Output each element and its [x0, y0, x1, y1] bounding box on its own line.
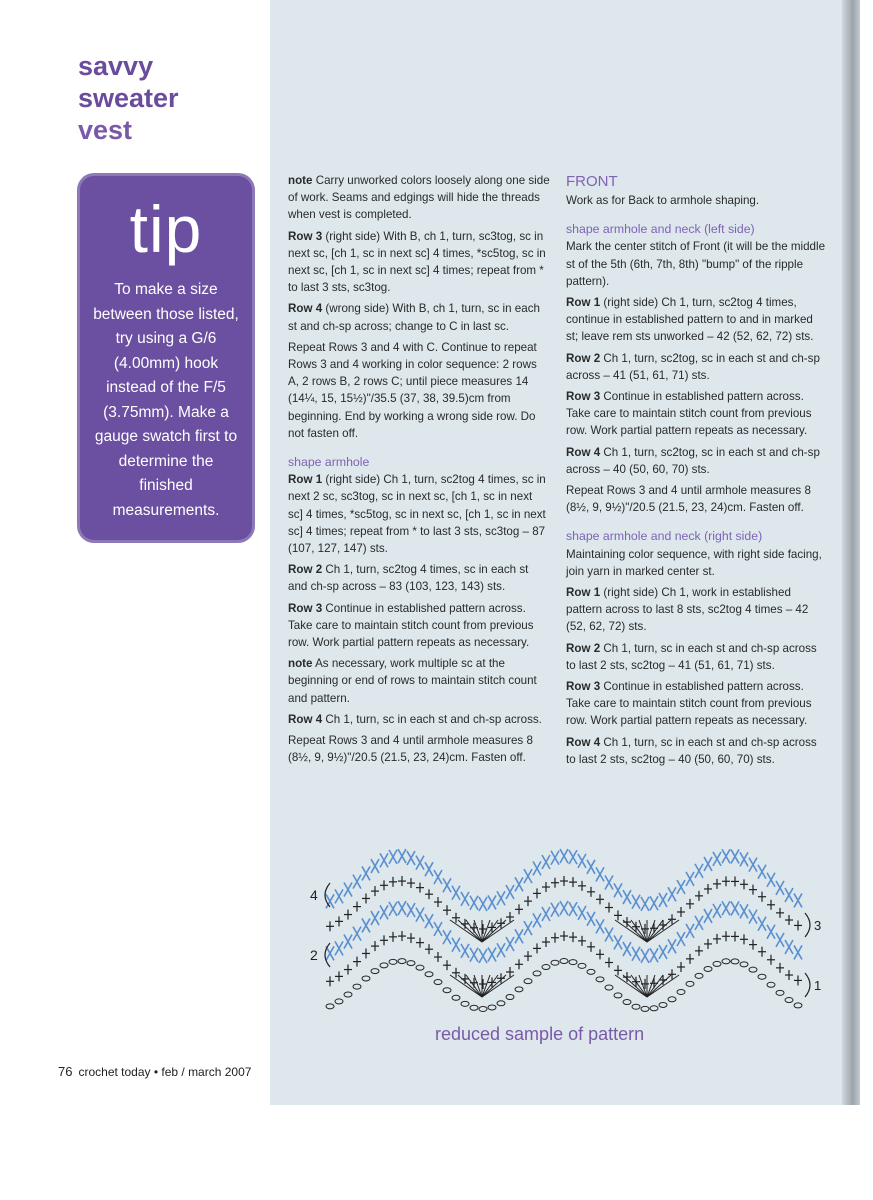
chain-stitch-mark — [704, 966, 712, 971]
chain-stitch-mark — [560, 959, 568, 964]
chain-stitch-mark — [578, 963, 586, 968]
chain-stitch-mark — [533, 971, 541, 976]
row-label-2: 2 — [310, 947, 318, 963]
row-label: Row 4 — [288, 302, 323, 316]
row-text: Ch 1, turn, sc in each st and ch-sp across to last 2 sts, sc2tog – 41 (51, 61, 71) sts. — [566, 641, 817, 672]
column-1 — [288, 172, 550, 771]
chain-stitch-mark — [434, 980, 442, 985]
section-heading-shape-armhole: shape armhole — [288, 455, 370, 470]
chain-stitch-mark — [677, 989, 685, 994]
diagram-caption: reduced sample of pattern — [435, 1024, 645, 1044]
row-text: Continue in established pattern across. Take care to maintain stitch count from previous row. Work partial pattern repeats as necessary. — [566, 390, 812, 438]
note-label: note — [288, 657, 313, 671]
chain-stitch-mark — [605, 985, 613, 990]
row-paragraph — [288, 471, 550, 557]
row-label-4: 4 — [310, 887, 318, 903]
chain-stitch-mark — [344, 992, 352, 997]
row-text: Ch 1, turn, sc2tog, sc in each st and ch-sp across – 40 (50, 60, 70) sts. — [566, 445, 820, 476]
edge-turning-arc — [805, 913, 810, 937]
row-paragraph — [566, 734, 828, 768]
row-label: Row 4 — [566, 445, 601, 459]
chain-stitch-mark — [695, 973, 703, 978]
row-label: Row 3 — [288, 601, 323, 615]
note-paragraph — [288, 172, 550, 224]
tip-text: To make a size between those listed, try using a G/6 (4.00mm) hook instead of the F/5 (3.75mm). Make a gauge swatch first to determine the finished measurements. — [93, 281, 239, 519]
chain-stitch-mark — [686, 981, 694, 986]
row-label: Row 4 — [566, 735, 601, 749]
row-paragraph — [288, 228, 550, 297]
row-paragraph — [288, 300, 550, 334]
row-paragraph — [566, 678, 828, 730]
chain-stitch-mark — [731, 959, 739, 964]
page-spine-shadow — [842, 0, 860, 1105]
row-label: Row 3 — [566, 390, 601, 404]
chain-stitch-mark — [596, 977, 604, 982]
fan-stitch-line — [482, 975, 498, 997]
front-text: Work as for Back to armhole shaping. — [566, 194, 760, 207]
note-text: Carry unworked colors loosely along one side of work. Seams and edgings will hide the threads when vest is completed. — [288, 174, 550, 222]
footer-publication: crochet today • feb / march 2007 — [78, 1065, 252, 1079]
title-line-1: savvy — [78, 51, 154, 81]
chain-stitch-mark — [326, 1004, 334, 1009]
row-paragraph — [566, 350, 828, 384]
chain-stitch-mark — [452, 995, 460, 1000]
row-label: Row 1 — [288, 473, 323, 487]
chain-stitch-mark — [425, 972, 433, 977]
chain-stitch-mark — [479, 1006, 487, 1011]
tip-heading: tip — [129, 192, 203, 266]
chain-stitch-mark — [668, 997, 676, 1002]
row-label: Row 1 — [566, 296, 601, 310]
repeat-paragraph: Repeat Rows 3 and 4 until armhole measures 8 (8½, 9, 9½)"/20.5 (21.5, 23, 24)cm. Fasten off. — [566, 484, 811, 515]
chain-stitch-mark — [353, 984, 361, 989]
row-text: (wrong side) With B, ch 1, turn, sc in each st and ch-sp across; change to C in last sc. — [288, 302, 540, 333]
section-heading-left-side: shape armhole and neck (left side) — [566, 222, 755, 237]
chain-stitch-mark — [497, 1001, 505, 1006]
bottom-margin — [0, 1105, 873, 1200]
chain-stitch-mark — [461, 1001, 469, 1006]
row-label-3: 3 — [814, 918, 822, 933]
page-number: 76 — [58, 1064, 73, 1079]
note-paragraph — [288, 655, 550, 707]
fan-stitch-line — [647, 975, 663, 997]
chain-stitch-mark — [488, 1005, 496, 1010]
chain-stitch-mark — [722, 959, 730, 964]
tip-box — [80, 176, 252, 540]
row-paragraph — [566, 444, 828, 478]
row-label: Row 2 — [566, 351, 601, 365]
chain-stitch-mark — [650, 1006, 658, 1011]
chain-stitch-mark — [713, 961, 721, 966]
chain-stitch-mark — [515, 987, 523, 992]
chain-stitch-mark — [614, 993, 622, 998]
article-title — [78, 50, 179, 146]
row-label: Row 2 — [288, 563, 323, 577]
section-heading-right-side: shape armhole and neck (right side) — [566, 529, 763, 544]
row-text: (right side) Ch 1, work in established pattern across to last 8 sts, sc2tog 4 times – 42 (52, 62, 72) sts. — [566, 586, 809, 634]
chain-stitch-mark — [362, 976, 370, 981]
row-label-1: 1 — [814, 978, 822, 993]
page-footer — [58, 1064, 251, 1079]
fan-stitch-line — [615, 975, 647, 997]
chain-stitch-mark — [659, 1002, 667, 1007]
chain-stitch-mark — [416, 965, 424, 970]
crochet-stitch-diagram — [300, 820, 840, 1020]
row-label: Row 2 — [566, 641, 601, 655]
chain-stitch-mark — [506, 995, 514, 1000]
chain-stitch-mark — [380, 963, 388, 968]
row-paragraph — [566, 640, 828, 674]
row-text: (right side) Ch 1, turn, sc2tog 4 times, sc in next 2 sc, sc3tog, sc in next sc, [ch 1, sc in next sc] 4 times, *sc5tog, sc in next sc, [ch 1, sc in next sc] 4 times; repeat from * to last 3 sts, sc3tog – 87 (107, 127, 147) sts. — [288, 473, 546, 556]
title-line-2: sweater — [78, 83, 179, 113]
chain-stitch-mark — [542, 965, 550, 970]
chain-stitch-mark — [524, 979, 532, 984]
chain-stitch-mark — [587, 969, 595, 974]
row-text: Continue in established pattern across. Take care to maintain stitch count from previous row. Work partial pattern repeats as necessary. — [288, 601, 534, 650]
row-paragraph — [566, 294, 828, 346]
row-paragraph — [288, 711, 550, 728]
chain-stitch-mark — [623, 1000, 631, 1005]
chain-stitch-mark — [740, 962, 748, 967]
row-label: Row 3 — [566, 680, 601, 694]
row-text: Ch 1, turn, sc in each st and ch-sp across. — [322, 712, 542, 726]
fan-stitch-line — [647, 920, 663, 942]
intro-paragraph: Maintaining color sequence, with right side facing, join yarn in marked center st. — [566, 547, 822, 578]
chain-stitch-mark — [569, 960, 577, 965]
chain-stitch-mark — [632, 1004, 640, 1009]
chain-stitch-mark — [371, 969, 379, 974]
chain-stitch-mark — [641, 1006, 649, 1011]
row-paragraph — [566, 388, 828, 440]
row-paragraph — [288, 561, 550, 595]
row-text: (right side) With B, ch 1, turn, sc3tog, sc in next sc, [ch 1, sc in next sc] 4 times, *sc5tog, sc in next sc, [ch 1, sc in next sc] 4 times; repeat from * to last 3 sts, sc3tog. — [288, 229, 546, 295]
section-heading-front: FRONT — [566, 173, 618, 190]
row-paragraph — [288, 600, 550, 652]
row-label: Row 3 — [288, 229, 323, 243]
repeat-paragraph: Repeat Rows 3 and 4 until armhole measures 8 (8½, 9, 9½)"/20.5 (21.5, 23, 24)cm. Fasten off. — [288, 734, 533, 765]
chain-stitch-mark — [785, 998, 793, 1003]
row-text: Ch 1, turn, sc in each st and ch-sp across to last 2 sts, sc2tog – 40 (50, 60, 70) sts. — [566, 735, 817, 766]
row-text: Continue in established pattern across. Take care to maintain stitch count from previous row. Work partial pattern repeats as necessary. — [566, 680, 812, 728]
chain-stitch-mark — [776, 990, 784, 995]
chain-stitch-mark — [407, 961, 415, 966]
chain-stitch-mark — [749, 967, 757, 972]
chain-stitch-mark — [767, 982, 775, 987]
chain-stitch-mark — [794, 1003, 802, 1008]
chain-stitch-mark — [470, 1005, 478, 1010]
row-label: Row 1 — [566, 586, 601, 600]
row-label: Row 4 — [288, 712, 323, 726]
chain-stitch-mark — [389, 959, 397, 964]
left-panel — [0, 0, 270, 1105]
repeat-paragraph: Repeat Rows 3 and 4 with C. Continue to repeat Rows 3 and 4 working in color sequence: 2 rows A, 2 rows B, 2 rows C; until piece measures 14 (14¼, 15, 15½)"/35.5 (37, 38, 39.5)cm from beginning. End by working a wrong side row. Do not fasten off. — [288, 340, 537, 440]
chain-stitch-mark — [443, 988, 451, 993]
row-text: Ch 1, turn, sc2tog, sc in each st and ch-sp across – 41 (51, 61, 71) sts. — [566, 351, 820, 382]
chain-stitch-mark — [551, 960, 559, 965]
edge-turning-arc — [805, 973, 810, 997]
chain-stitch-mark — [398, 959, 406, 964]
intro-paragraph: Mark the center stitch of Front (it will be the middle st of the 5th (6th, 7th, 8th) "bump" of the ripple pattern). — [566, 240, 826, 288]
chain-stitch-mark — [335, 999, 343, 1004]
note-label: note — [288, 174, 313, 187]
chain-stitch-mark — [758, 974, 766, 979]
row-paragraph — [566, 584, 828, 636]
note-text: As necessary, work multiple sc at the beginning or end of rows to maintain stitch count and pattern. — [288, 657, 537, 705]
row-text: (right side) Ch 1, turn, sc2tog 4 times, continue in established pattern to and in marked st; leave rem sts unworked – 42 (52, 62, 72) sts. — [566, 296, 814, 344]
row-text: Ch 1, turn, sc2tog 4 times, sc in each st and ch-sp across – 83 (103, 123, 143) sts. — [288, 563, 529, 594]
fan-stitch-line — [482, 920, 498, 942]
title-line-3: vest — [78, 115, 133, 145]
column-2 — [566, 172, 828, 772]
